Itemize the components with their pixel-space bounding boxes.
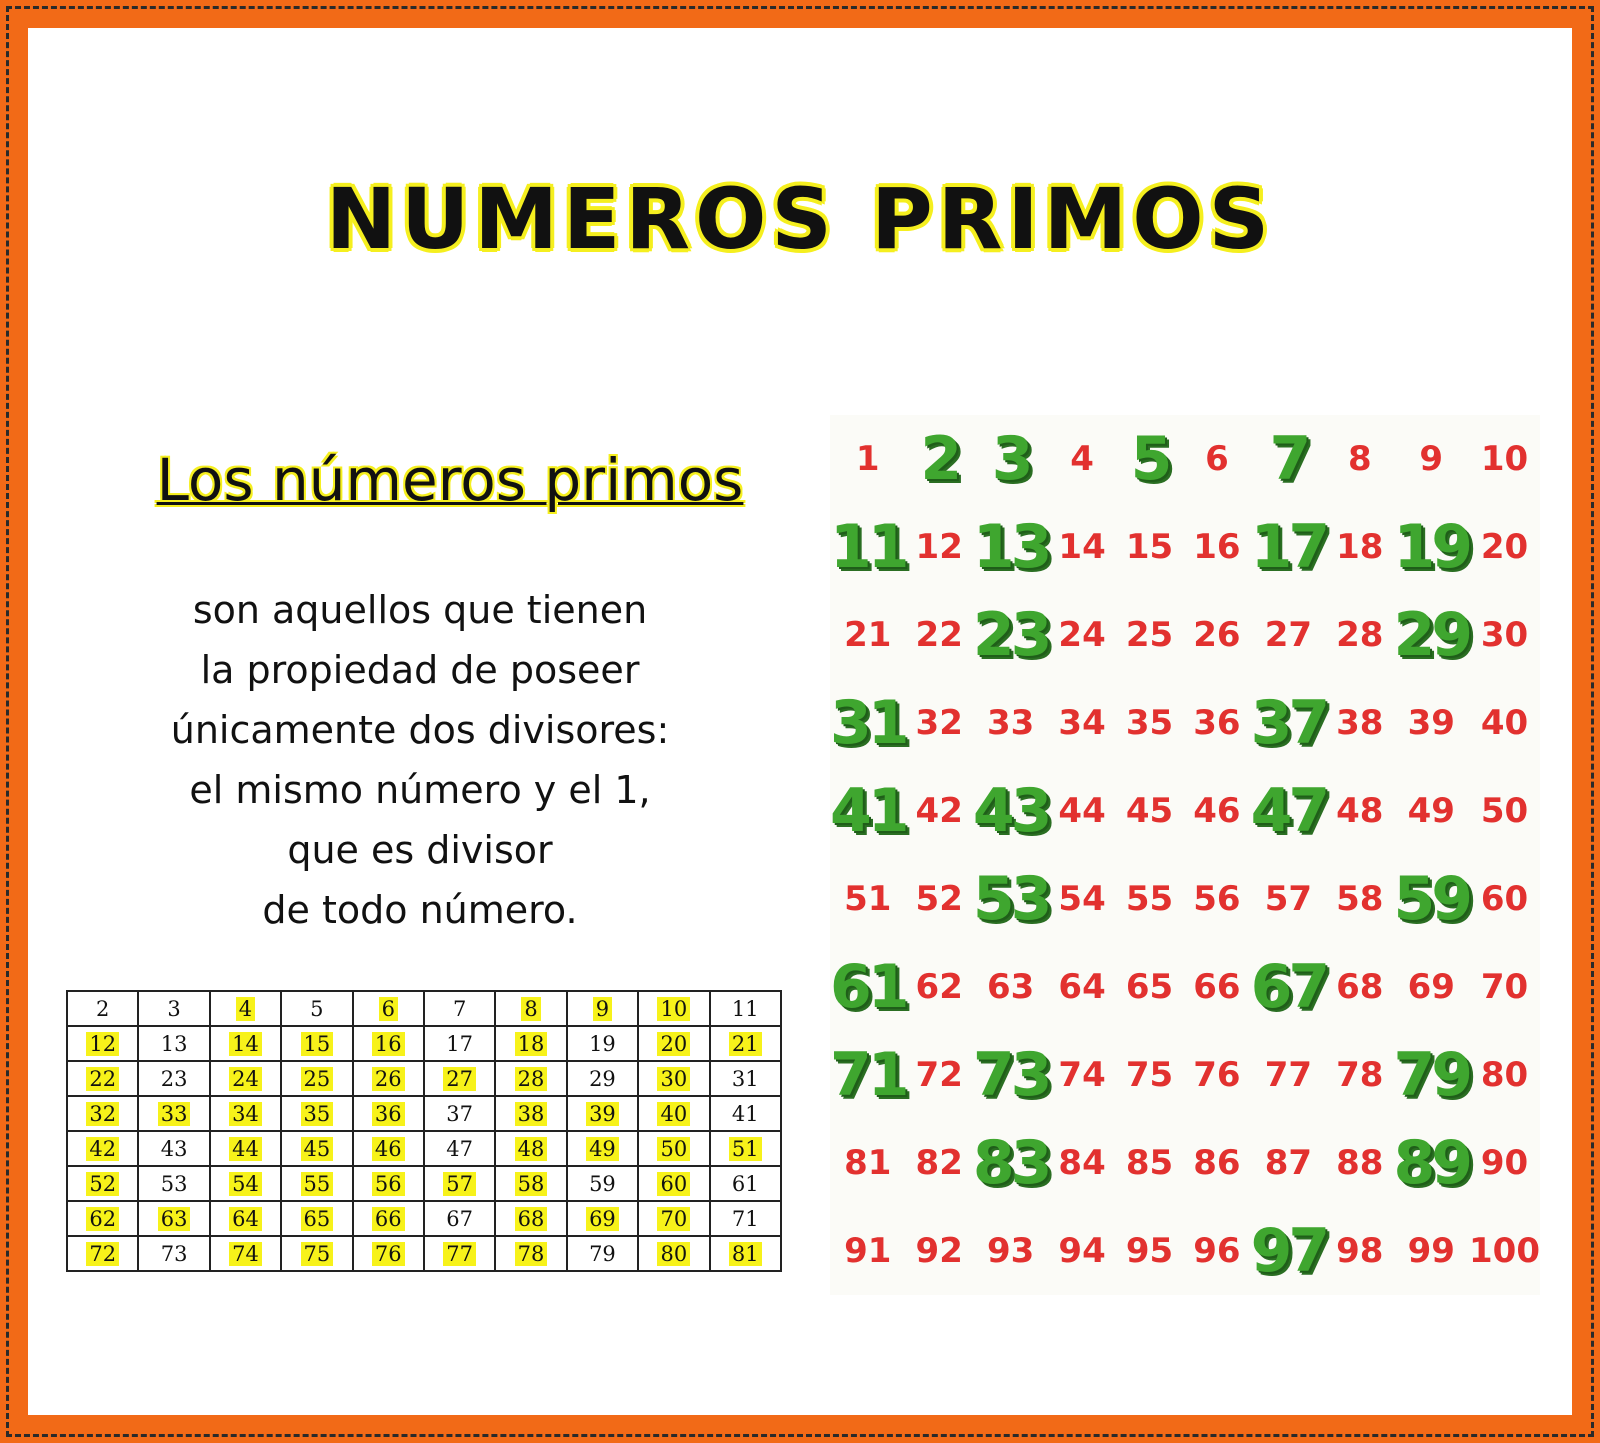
table-cell: [281, 1096, 352, 1131]
highlighted-number: 64: [229, 1207, 262, 1231]
composite-number: 56: [1193, 879, 1241, 919]
table-number: 17: [446, 1031, 474, 1056]
table-cell: [210, 1061, 281, 1096]
highlighted-number: 20: [657, 1032, 690, 1056]
composite-number: 10: [1480, 439, 1529, 479]
composite-number: 86: [1193, 1143, 1241, 1183]
highlighted-number: 26: [372, 1067, 405, 1091]
prime-number: 47: [1250, 776, 1327, 846]
composite-number: 36: [1193, 703, 1241, 743]
table-cell: [710, 1096, 781, 1131]
composite-number: 93: [986, 1231, 1035, 1271]
table-number: 5: [310, 996, 324, 1021]
table-cell: [710, 991, 781, 1026]
table-cell: [567, 1236, 638, 1271]
prime-number: 89: [1393, 1128, 1469, 1198]
highlighted-number: 62: [86, 1207, 119, 1231]
table-cell: [638, 1201, 709, 1236]
highlighted-number: 28: [515, 1067, 548, 1091]
composite-number: 78: [1336, 1055, 1384, 1095]
table-cell: [281, 1236, 352, 1271]
prime-number: 11: [830, 512, 906, 582]
composite-number: 58: [1336, 879, 1384, 919]
hundred-number-grid: [830, 415, 1540, 1295]
composite-number: 12: [915, 527, 963, 567]
table-cell: [138, 1166, 209, 1201]
table-cell: [353, 1166, 424, 1201]
highlighted-number: 78: [515, 1242, 548, 1266]
highlighted-number: 15: [301, 1032, 334, 1056]
composite-number: 85: [1125, 1143, 1174, 1183]
prime-number: 29: [1393, 600, 1469, 670]
table-cell: [281, 1026, 352, 1061]
highlighted-number: 60: [657, 1172, 690, 1196]
highlighted-number: 27: [443, 1067, 476, 1091]
composite-number: 84: [1058, 1143, 1106, 1183]
composite-number: 42: [915, 791, 963, 831]
highlighted-number: 56: [372, 1172, 405, 1196]
composite-number: 25: [1125, 615, 1174, 655]
highlighted-number: 30: [657, 1067, 690, 1091]
composite-number: 40: [1480, 703, 1529, 743]
table-cell: [353, 1061, 424, 1096]
composite-number: 100: [1469, 1231, 1540, 1271]
highlighted-number: 22: [86, 1067, 119, 1091]
composite-number: 96: [1193, 1231, 1241, 1271]
table-cell: [495, 1061, 566, 1096]
composite-number: 1: [855, 439, 880, 479]
highlighted-number: 51: [729, 1137, 762, 1161]
composite-number: 90: [1480, 1143, 1529, 1183]
table-cell: [210, 1096, 281, 1131]
highlighted-number: 35: [301, 1102, 334, 1126]
highlighted-number: 6: [379, 997, 398, 1021]
highlighted-number: 63: [158, 1207, 191, 1231]
table-cell: [567, 1061, 638, 1096]
table-cell: [67, 1201, 138, 1236]
table-number: 71: [731, 1206, 759, 1231]
table-cell: [638, 1166, 709, 1201]
table-cell: [495, 1201, 566, 1236]
table-cell: [710, 1061, 781, 1096]
table-row: [67, 991, 781, 1026]
section-heading: Los números primos: [156, 446, 744, 514]
composite-number: 34: [1058, 703, 1106, 743]
composite-number: 38: [1336, 703, 1384, 743]
table-cell: [710, 1201, 781, 1236]
highlighted-number: 16: [372, 1032, 405, 1056]
table-cell: [210, 991, 281, 1026]
table-cell: [138, 1201, 209, 1236]
highlighted-number: 76: [372, 1242, 405, 1266]
table-cell: [67, 1026, 138, 1061]
table-cell: [138, 1131, 209, 1166]
table-cell: [710, 1131, 781, 1166]
composite-number: 28: [1336, 615, 1384, 655]
composite-number: 21: [844, 615, 892, 655]
table-cell: [424, 1096, 495, 1131]
table-cell: [281, 991, 352, 1026]
table-number: 13: [160, 1031, 188, 1056]
table-cell: [567, 1026, 638, 1061]
highlighted-number: 68: [515, 1207, 548, 1231]
table-number: 37: [446, 1101, 474, 1126]
prime-number: 31: [830, 688, 906, 758]
composite-number: 94: [1058, 1231, 1106, 1271]
highlighted-number: 21: [729, 1032, 762, 1056]
composite-number: 69: [1407, 967, 1455, 1007]
table-cell: [638, 1061, 709, 1096]
composite-number: 82: [915, 1143, 963, 1183]
highlighted-number: 69: [586, 1207, 619, 1231]
highlighted-number: 70: [657, 1207, 690, 1231]
table-cell: [567, 991, 638, 1026]
composite-number: 64: [1058, 967, 1106, 1007]
highlighted-number: 72: [86, 1242, 119, 1266]
table-cell: [281, 1131, 352, 1166]
prime-number: 97: [1250, 1216, 1327, 1286]
table-number: 43: [160, 1136, 188, 1161]
highlighted-number-table: [66, 990, 782, 1272]
table-cell: [138, 1096, 209, 1131]
composite-number: 22: [915, 615, 963, 655]
table-cell: [281, 1201, 352, 1236]
definition-line: únicamente dos divisores:: [170, 708, 670, 752]
highlighted-number: 58: [515, 1172, 548, 1196]
table-cell: [281, 1166, 352, 1201]
composite-number: 49: [1407, 791, 1455, 831]
table-number: 29: [589, 1066, 616, 1091]
composite-number: 70: [1480, 967, 1529, 1007]
highlighted-number: 50: [657, 1137, 690, 1161]
composite-number: 95: [1125, 1231, 1174, 1271]
composite-number: 87: [1264, 1143, 1313, 1183]
composite-number: 18: [1336, 527, 1384, 567]
table-number: 31: [731, 1066, 759, 1091]
prime-number: 7: [1269, 424, 1308, 494]
composite-number: 20: [1480, 527, 1529, 567]
composite-number: 30: [1480, 615, 1529, 655]
composite-number: 63: [986, 967, 1035, 1007]
table-cell: [424, 1166, 495, 1201]
table-row: [67, 1201, 781, 1236]
table-cell: [495, 991, 566, 1026]
prime-number: 59: [1393, 864, 1469, 934]
highlighted-number: 65: [301, 1207, 334, 1231]
table-cell: [638, 1236, 709, 1271]
composite-number: 57: [1264, 879, 1313, 919]
highlighted-number: 45: [301, 1137, 334, 1161]
table-cell: [567, 1166, 638, 1201]
composite-number: 44: [1058, 791, 1106, 831]
table-cell: [495, 1026, 566, 1061]
table-cell: [67, 1096, 138, 1131]
highlighted-number: 38: [515, 1102, 548, 1126]
table-cell: [353, 1131, 424, 1166]
highlighted-number: 4: [236, 997, 255, 1021]
definition-line: el mismo número y el 1,: [189, 768, 651, 812]
table-cell: [138, 991, 209, 1026]
composite-number: 45: [1125, 791, 1174, 831]
table-number: 67: [446, 1206, 474, 1231]
composite-number: 81: [844, 1143, 892, 1183]
prime-number: 5: [1130, 424, 1169, 494]
composite-number: 52: [915, 879, 963, 919]
highlighted-number: 18: [515, 1032, 548, 1056]
prime-number: 17: [1250, 512, 1327, 582]
highlighted-number: 24: [229, 1067, 262, 1091]
table-cell: [210, 1201, 281, 1236]
table-cell: [210, 1026, 281, 1061]
table-number: 7: [452, 996, 467, 1021]
composite-number: 27: [1264, 615, 1313, 655]
composite-number: 65: [1125, 967, 1174, 1007]
highlighted-number: 36: [372, 1102, 405, 1126]
composite-number: 26: [1193, 615, 1241, 655]
highlighted-number: 40: [657, 1102, 690, 1126]
table-number: 11: [731, 996, 759, 1021]
definition-line: de todo número.: [262, 888, 578, 932]
table-cell: [353, 1096, 424, 1131]
prime-number: 19: [1393, 512, 1469, 582]
table-number: 59: [589, 1171, 616, 1196]
table-row: [67, 1131, 781, 1166]
table-number: 73: [160, 1241, 188, 1266]
table-cell: [67, 1061, 138, 1096]
composite-number: 62: [915, 967, 963, 1007]
composite-number: 51: [844, 879, 892, 919]
table-row: [67, 1096, 781, 1131]
composite-number: 99: [1407, 1231, 1455, 1271]
highlighted-number: 49: [586, 1137, 619, 1161]
table-cell: [138, 1236, 209, 1271]
table-cell: [138, 1061, 209, 1096]
table-cell: [567, 1201, 638, 1236]
composite-number: 35: [1125, 703, 1174, 743]
composite-number: 77: [1264, 1055, 1313, 1095]
highlighted-number: 10: [657, 997, 690, 1021]
table-cell: [424, 1131, 495, 1166]
prime-number: 13: [972, 512, 1049, 582]
highlighted-number: 12: [86, 1032, 119, 1056]
highlighted-number: 44: [229, 1137, 262, 1161]
definition-line: son aquellos que tienen: [192, 588, 648, 632]
highlighted-number: 46: [372, 1137, 405, 1161]
composite-number: 66: [1193, 967, 1241, 1007]
prime-number: 3: [991, 424, 1030, 494]
composite-number: 4: [1070, 439, 1094, 479]
page-title: NUMEROS PRIMOS: [325, 170, 1275, 268]
table-cell: [495, 1236, 566, 1271]
highlighted-number: 80: [657, 1242, 690, 1266]
table-number: 2: [96, 996, 110, 1021]
table-cell: [210, 1236, 281, 1271]
table-number: 61: [731, 1171, 759, 1196]
composite-number: 92: [915, 1231, 963, 1271]
table-cell: [638, 1131, 709, 1166]
composite-number: 32: [915, 703, 963, 743]
table-cell: [638, 1096, 709, 1131]
table-cell: [353, 1026, 424, 1061]
table-cell: [424, 1201, 495, 1236]
table-cell: [424, 1026, 495, 1061]
table-cell: [353, 991, 424, 1026]
prime-number: 73: [972, 1040, 1049, 1110]
table-cell: [638, 991, 709, 1026]
table-cell: [424, 991, 495, 1026]
highlighted-number: 33: [158, 1102, 191, 1126]
table-number: 19: [589, 1031, 616, 1056]
table-row: [67, 1166, 781, 1201]
composite-number: 14: [1058, 527, 1106, 567]
highlighted-number: 25: [301, 1067, 334, 1091]
table-cell: [353, 1201, 424, 1236]
highlighted-number: 14: [229, 1032, 262, 1056]
composite-number: 68: [1336, 967, 1384, 1007]
composite-number: 98: [1336, 1231, 1384, 1271]
prime-number: 37: [1250, 688, 1327, 758]
table-cell: [67, 991, 138, 1026]
composite-number: 91: [844, 1231, 892, 1271]
highlighted-number: 9: [593, 997, 612, 1021]
composite-number: 24: [1058, 615, 1106, 655]
highlighted-number: 34: [229, 1102, 262, 1126]
prime-number: 61: [830, 952, 906, 1022]
table-cell: [710, 1026, 781, 1061]
composite-number: 54: [1058, 879, 1106, 919]
composite-number: 9: [1419, 439, 1444, 479]
table-row: [67, 1061, 781, 1096]
table-cell: [210, 1166, 281, 1201]
table-cell: [710, 1166, 781, 1201]
composite-number: 80: [1480, 1055, 1529, 1095]
highlighted-number: 48: [515, 1137, 548, 1161]
highlighted-number: 74: [229, 1242, 262, 1266]
prime-number: 71: [830, 1040, 906, 1110]
highlighted-number: 42: [86, 1137, 119, 1161]
composite-number: 39: [1407, 703, 1455, 743]
table-cell: [424, 1236, 495, 1271]
table-cell: [638, 1026, 709, 1061]
composite-number: 8: [1347, 439, 1372, 479]
table-cell: [67, 1131, 138, 1166]
composite-number: 15: [1125, 527, 1174, 567]
composite-number: 55: [1125, 879, 1174, 919]
highlighted-number: 55: [301, 1172, 334, 1196]
table-row: [67, 1236, 781, 1271]
table-cell: [424, 1061, 495, 1096]
composite-number: 88: [1336, 1143, 1384, 1183]
table-number: 41: [731, 1101, 759, 1126]
prime-number: 67: [1250, 952, 1327, 1022]
composite-number: 16: [1193, 527, 1241, 567]
table-cell: [138, 1026, 209, 1061]
table-cell: [210, 1131, 281, 1166]
definition-line: que es divisor: [287, 828, 553, 872]
definition-text: [100, 580, 740, 940]
highlighted-number: 75: [301, 1242, 334, 1266]
composite-number: 6: [1205, 439, 1229, 479]
composite-number: 74: [1058, 1055, 1106, 1095]
composite-number: 48: [1336, 791, 1384, 831]
prime-number: 41: [830, 776, 906, 846]
table-cell: [67, 1236, 138, 1271]
composite-number: 46: [1193, 791, 1241, 831]
table-cell: [495, 1131, 566, 1166]
composite-number: 75: [1125, 1055, 1174, 1095]
highlighted-number: 81: [729, 1242, 762, 1266]
table-cell: [495, 1166, 566, 1201]
table-cell: [567, 1096, 638, 1131]
composite-number: 76: [1193, 1055, 1241, 1095]
highlighted-number: 32: [86, 1102, 119, 1126]
table-row: [67, 1026, 781, 1061]
table-cell: [567, 1131, 638, 1166]
table-number: 47: [446, 1136, 474, 1161]
table-cell: [710, 1236, 781, 1271]
table-number: 3: [167, 996, 181, 1021]
composite-number: 60: [1480, 879, 1529, 919]
table-cell: [67, 1166, 138, 1201]
highlighted-number: 57: [443, 1172, 476, 1196]
table-number: 23: [160, 1066, 188, 1091]
table-cell: [281, 1061, 352, 1096]
composite-number: 33: [986, 703, 1035, 743]
table-cell: [495, 1096, 566, 1131]
composite-number: 50: [1480, 791, 1529, 831]
highlighted-number: 66: [372, 1207, 405, 1231]
definition-line: la propiedad de poseer: [200, 648, 640, 692]
table-number: 79: [589, 1241, 616, 1266]
composite-number: 72: [915, 1055, 963, 1095]
prime-number: 79: [1393, 1040, 1469, 1110]
highlighted-number: 77: [443, 1242, 476, 1266]
prime-number: 23: [972, 600, 1049, 670]
prime-number: 53: [972, 864, 1049, 934]
prime-number: 83: [972, 1128, 1049, 1198]
highlighted-number: 8: [521, 997, 540, 1021]
prime-number: 43: [972, 776, 1049, 846]
highlighted-number: 54: [229, 1172, 262, 1196]
highlighted-number: 39: [586, 1102, 619, 1126]
table-cell: [353, 1236, 424, 1271]
prime-number: 2: [920, 424, 959, 494]
highlighted-number: 52: [86, 1172, 119, 1196]
table-number: 53: [160, 1171, 188, 1196]
